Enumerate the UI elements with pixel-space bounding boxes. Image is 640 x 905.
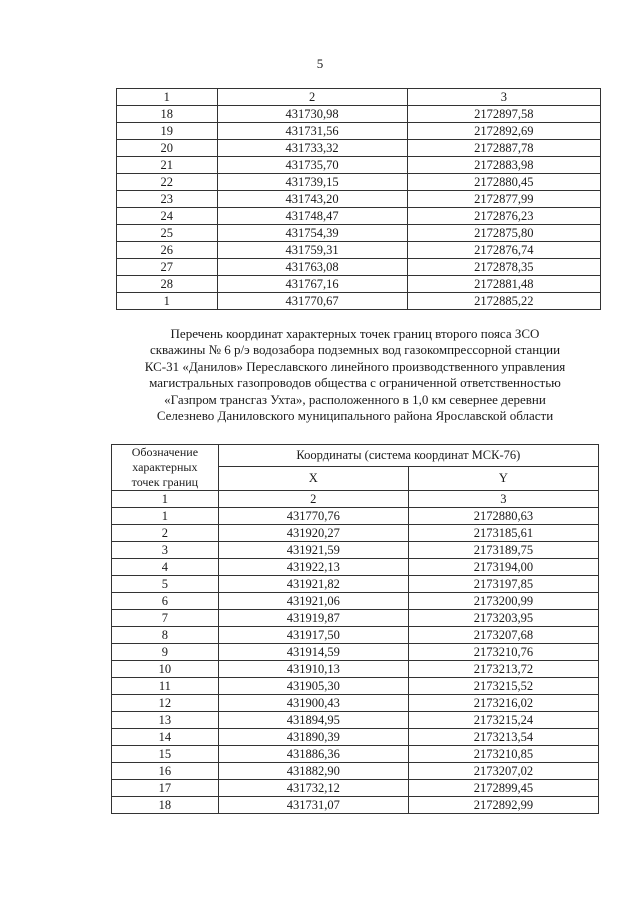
y-coordinate-cell: 3: [408, 491, 598, 508]
y-coordinate-cell: 2173203,95: [408, 610, 598, 627]
table-row: [117, 276, 601, 293]
table-header-row: [117, 89, 601, 106]
y-coordinate-cell: 2172876,74: [407, 242, 600, 259]
table-row: [117, 293, 601, 310]
y-coordinate-cell: 2172880,63: [408, 508, 598, 525]
header-label-line: Обозначение: [131, 445, 199, 459]
point-number-cell: 22: [117, 174, 218, 191]
x-coordinate-cell: 431733,32: [217, 140, 407, 157]
table-row: [112, 661, 599, 678]
y-coordinate-cell: 2172892,99: [408, 797, 598, 814]
y-coordinate-cell: 2173197,85: [408, 576, 598, 593]
x-coordinate-cell: 431921,06: [218, 593, 408, 610]
table-row: [117, 140, 601, 157]
y-coordinate-cell: 2172885,22: [407, 293, 600, 310]
x-coordinate-cell: 431754,39: [217, 225, 407, 242]
point-number-cell: 12: [112, 695, 219, 712]
table-row: [112, 780, 599, 797]
y-coordinate-cell: 3: [407, 89, 600, 106]
point-number-cell: 24: [117, 208, 218, 225]
table-row: [117, 208, 601, 225]
x-coordinate-cell: 431759,31: [217, 242, 407, 259]
y-coordinate-cell: 2172877,99: [407, 191, 600, 208]
x-coordinate-cell: 431920,27: [218, 525, 408, 542]
point-number-cell: 28: [117, 276, 218, 293]
table-row: [112, 695, 599, 712]
y-coordinate-cell: 2172887,78: [407, 140, 600, 157]
caption-line: Перечень координат характерных точек границ второго пояса ЗСО: [170, 326, 540, 341]
y-coordinate-cell: 2173213,54: [408, 729, 598, 746]
point-number-cell: 4: [112, 559, 219, 576]
point-number-cell: 9: [112, 644, 219, 661]
y-coordinate-cell: 2172880,45: [407, 174, 600, 191]
point-number-cell: 13: [112, 712, 219, 729]
table-row: [117, 259, 601, 276]
x-coordinate-cell: 431730,98: [217, 106, 407, 123]
y-coordinate-cell: 2173194,00: [408, 559, 598, 576]
point-number-cell: 7: [112, 610, 219, 627]
y-coordinate-cell: 2173207,68: [408, 627, 598, 644]
header-x: X: [218, 467, 408, 491]
x-coordinate-cell: 431921,82: [218, 576, 408, 593]
x-coordinate-cell: 431731,07: [218, 797, 408, 814]
x-coordinate-cell: 2: [218, 491, 408, 508]
table-column-numbers-row: [112, 491, 599, 508]
point-number-cell: 3: [112, 542, 219, 559]
caption-line: магистральных газопроводов общества с ограниченной ответственностью: [149, 375, 561, 391]
x-coordinate-cell: 431922,13: [218, 559, 408, 576]
header-point-label: [112, 445, 219, 491]
y-coordinate-cell: 2173216,02: [408, 695, 598, 712]
table-row: [112, 593, 599, 610]
x-coordinate-cell: 431894,95: [218, 712, 408, 729]
x-coordinate-cell: 431919,87: [218, 610, 408, 627]
x-coordinate-cell: 431921,59: [218, 542, 408, 559]
header-y: Y: [408, 467, 598, 491]
point-number-cell: 10: [112, 661, 219, 678]
page-number: 5: [316, 56, 324, 71]
y-coordinate-cell: 2172878,35: [407, 259, 600, 276]
y-coordinate-cell: 2172883,98: [407, 157, 600, 174]
x-coordinate-cell: 431882,90: [218, 763, 408, 780]
point-number-cell: 14: [112, 729, 219, 746]
point-number-cell: 6: [112, 593, 219, 610]
table-row: [112, 576, 599, 593]
y-coordinate-cell: 2172899,45: [408, 780, 598, 797]
table-row: [112, 508, 599, 525]
y-coordinate-cell: 2172897,58: [407, 106, 600, 123]
point-number-cell: 18: [112, 797, 219, 814]
point-number-cell: 1: [112, 491, 219, 508]
x-coordinate-cell: 431770,67: [217, 293, 407, 310]
point-number-cell: 21: [117, 157, 218, 174]
coordinates-table-continued: [116, 88, 601, 310]
header-coordinates: Координаты (система координат МСК-76): [218, 445, 598, 467]
table-row: [112, 559, 599, 576]
x-coordinate-cell: 431890,39: [218, 729, 408, 746]
table-row: [112, 712, 599, 729]
caption-line: «Газпром трансгаз Ухта», расположенного в 1,0 км севернее деревни: [164, 391, 546, 407]
table-row: [112, 729, 599, 746]
point-number-cell: 1: [117, 89, 218, 106]
point-number-cell: 5: [112, 576, 219, 593]
point-number-cell: 11: [112, 678, 219, 695]
x-coordinate-cell: 431743,20: [217, 191, 407, 208]
table-row: [112, 627, 599, 644]
y-coordinate-cell: 2173207,02: [408, 763, 598, 780]
table-row: [112, 678, 599, 695]
y-coordinate-cell: 2173185,61: [408, 525, 598, 542]
y-coordinate-cell: 2172876,23: [407, 208, 600, 225]
y-coordinate-cell: 2173189,75: [408, 542, 598, 559]
caption-line: КС-31 «Данилов» Переславского линейного производственного управления: [144, 358, 566, 374]
x-coordinate-cell: 2: [217, 89, 407, 106]
table-row: [112, 797, 599, 814]
x-coordinate-cell: 431910,13: [218, 661, 408, 678]
y-coordinate-cell: 2173200,99: [408, 593, 598, 610]
x-coordinate-cell: 431731,56: [217, 123, 407, 140]
table-row: [117, 242, 601, 259]
y-coordinate-cell: 2172892,69: [407, 123, 600, 140]
x-coordinate-cell: 431905,30: [218, 678, 408, 695]
point-number-cell: 2: [112, 525, 219, 542]
point-number-cell: 25: [117, 225, 218, 242]
y-coordinate-cell: 2172881,48: [407, 276, 600, 293]
x-coordinate-cell: 431900,43: [218, 695, 408, 712]
point-number-cell: 27: [117, 259, 218, 276]
table-row: [117, 191, 601, 208]
point-number-cell: 26: [117, 242, 218, 259]
point-number-cell: 19: [117, 123, 218, 140]
table-row: [117, 106, 601, 123]
x-coordinate-cell: 431739,15: [217, 174, 407, 191]
zso-zone2-coordinates-table: [111, 444, 599, 814]
caption-line: Селезнево Даниловского муниципального района Ярославской области: [156, 408, 554, 424]
header-label-line: характерных: [132, 460, 198, 474]
table-row: [117, 174, 601, 191]
y-coordinate-cell: 2173210,85: [408, 746, 598, 763]
point-number-cell: 20: [117, 140, 218, 157]
table-row: [117, 123, 601, 140]
x-coordinate-cell: 431770,76: [218, 508, 408, 525]
point-number-cell: 1: [117, 293, 218, 310]
y-coordinate-cell: 2173215,24: [408, 712, 598, 729]
table-row: [112, 746, 599, 763]
point-number-cell: 23: [117, 191, 218, 208]
x-coordinate-cell: 431763,08: [217, 259, 407, 276]
table-row: [117, 157, 601, 174]
x-coordinate-cell: 431767,16: [217, 276, 407, 293]
x-coordinate-cell: 431917,50: [218, 627, 408, 644]
point-number-cell: 18: [117, 106, 218, 123]
x-coordinate-cell: 431886,36: [218, 746, 408, 763]
x-coordinate-cell: 431914,59: [218, 644, 408, 661]
table-row: [112, 644, 599, 661]
caption-line: скважины № 6 р/э водозабора подземных вод газокомпрессорной станции: [149, 342, 561, 358]
point-number-cell: 8: [112, 627, 219, 644]
table-row: [117, 225, 601, 242]
y-coordinate-cell: 2173215,52: [408, 678, 598, 695]
point-number-cell: 15: [112, 746, 219, 763]
y-coordinate-cell: 2173213,72: [408, 661, 598, 678]
table-row: [112, 542, 599, 559]
x-coordinate-cell: 431735,70: [217, 157, 407, 174]
table-row: [112, 610, 599, 627]
point-number-cell: 16: [112, 763, 219, 780]
section-caption: [110, 326, 600, 424]
point-number-cell: 17: [112, 780, 219, 797]
point-number-cell: 1: [112, 508, 219, 525]
x-coordinate-cell: 431732,12: [218, 780, 408, 797]
table-row: [112, 763, 599, 780]
header-label-line: точек границ: [131, 475, 199, 489]
y-coordinate-cell: 2172875,80: [407, 225, 600, 242]
y-coordinate-cell: 2173210,76: [408, 644, 598, 661]
table-row: [112, 525, 599, 542]
x-coordinate-cell: 431748,47: [217, 208, 407, 225]
